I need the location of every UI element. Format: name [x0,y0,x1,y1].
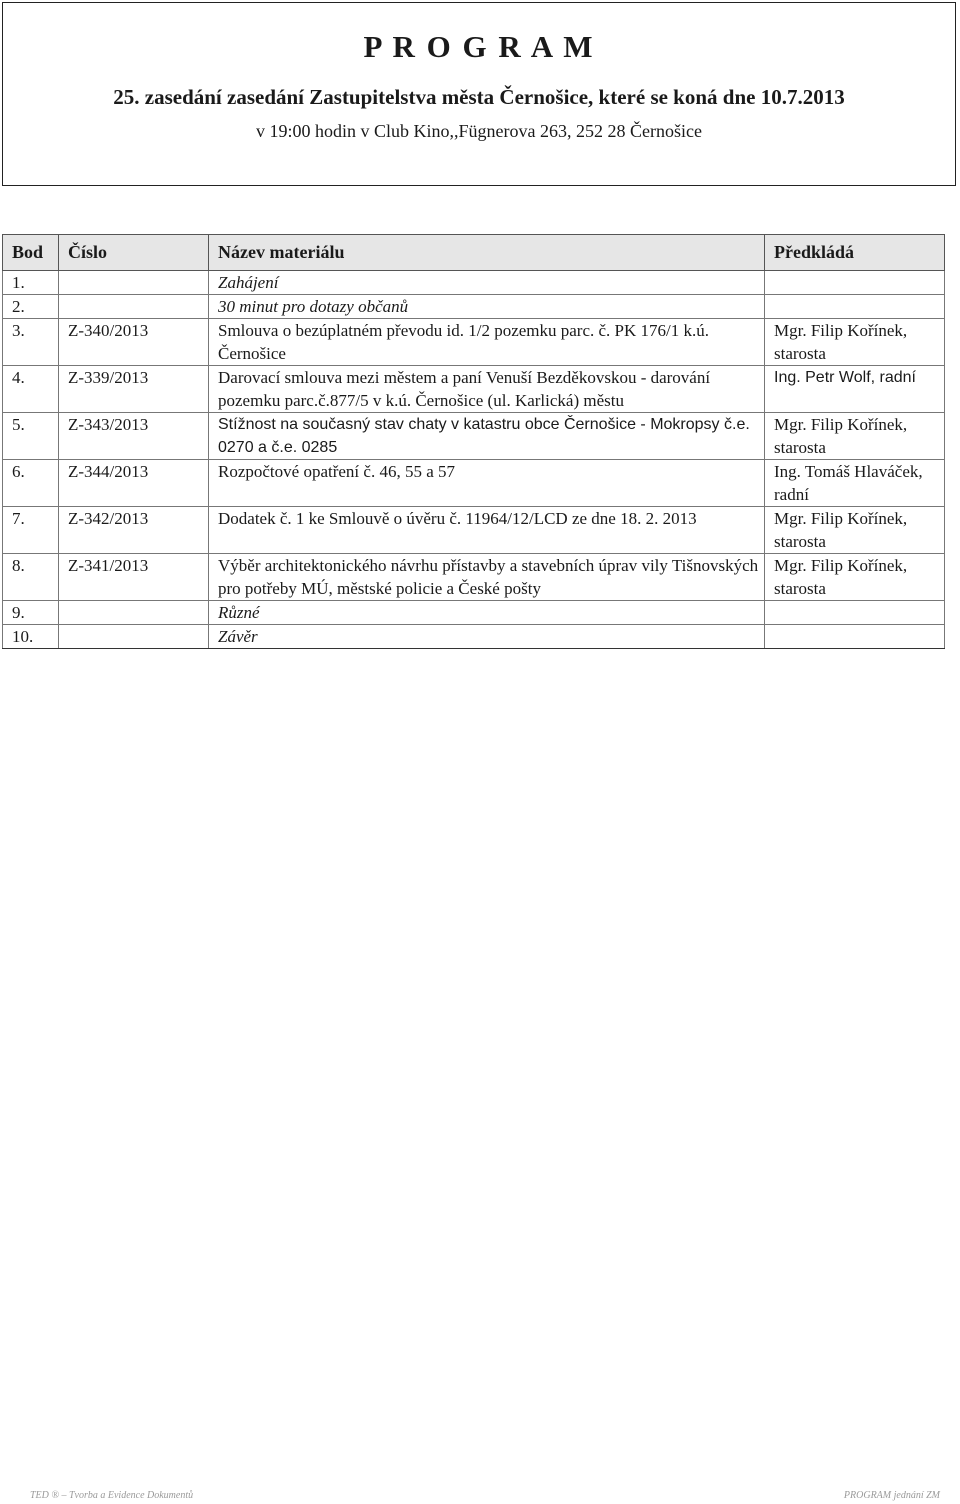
agenda-table [2,234,945,649]
cell-nazev: Výběr architektonického návrhu přístavby a stavebních úprav vily Tišnovských pro potřeby MÚ, městské policie a České pošty [209,554,765,601]
cell-bod: 2. [3,295,59,319]
cell-nazev: Darovací smlouva mezi městem a paní Venuší Bezděkovskou - darování pozemku parc.č.877/5 v k.ú. Černošice (ul. Karlická) městu [209,366,765,413]
table-row [3,319,945,366]
cell-bod: 5. [3,413,59,460]
cell-bod: 4. [3,366,59,413]
meeting-title: 25. zasedání zasedání Zastupitelstva města Černošice, které se koná dne 10.7.2013 [113,85,845,109]
cell-nazev: Různé [209,601,765,625]
cell-predklada: Mgr. Filip Kořínek, starosta [765,507,945,554]
cell-bod: 6. [3,460,59,507]
cell-nazev: Smlouva o bezúplatném převodu id. 1/2 pozemku parc. č. PK 176/1 k.ú. Černošice [209,319,765,366]
cell-nazev: Závěr [209,625,765,649]
cell-bod: 9. [3,601,59,625]
cell-cislo: Z-339/2013 [59,366,209,413]
cell-cislo: Z-344/2013 [59,460,209,507]
footer-right: PROGRAM jednání ZM [843,1490,940,1501]
cell-bod: 8. [3,554,59,601]
cell-predklada: Mgr. Filip Kořínek, starosta [765,319,945,366]
cell-cislo [59,601,209,625]
cell-nazev: Dodatek č. 1 ke Smlouvě o úvěru č. 11964/12/LCD ze dne 18. 2. 2013 [209,507,765,554]
table-row [3,507,945,554]
cell-bod: 7. [3,507,59,554]
cell-bod: 10. [3,625,59,649]
meeting-place: v 19:00 hodin v Club Kino,,Fügnerova 263, 252 28 Černošice [256,121,702,141]
program-title: P R O G R A M [363,29,595,64]
table-row [3,554,945,601]
program-header [2,2,956,186]
table-row [3,295,945,319]
cell-cislo: Z-343/2013 [59,413,209,460]
cell-nazev: Stížnost na současný stav chaty v katastru obce Černošice - Mokropsy č.e. 0270 a č.e. 0285 [209,413,765,460]
column-header-predklada: Předkládá [765,235,945,271]
cell-cislo: Z-341/2013 [59,554,209,601]
cell-cislo: Z-342/2013 [59,507,209,554]
cell-predklada [765,271,945,295]
table-row [3,271,945,295]
cell-cislo [59,625,209,649]
table-row [3,366,945,413]
cell-cislo: Z-340/2013 [59,319,209,366]
cell-cislo [59,295,209,319]
cell-predklada: Ing. Tomáš Hlaváček, radní [765,460,945,507]
cell-predklada: Mgr. Filip Kořínek, starosta [765,413,945,460]
cell-predklada [765,601,945,625]
cell-nazev: Rozpočtové opatření č. 46, 55 a 57 [209,460,765,507]
cell-cislo [59,271,209,295]
cell-predklada: Mgr. Filip Kořínek, starosta [765,554,945,601]
column-header-nazev: Název materiálu [209,235,765,271]
footer-left: TED ® – Tvorba a Evidence Dokumentů [30,1490,194,1501]
cell-predklada [765,625,945,649]
cell-predklada: Ing. Petr Wolf, radní [765,366,945,413]
cell-nazev: 30 minut pro dotazy občanů [209,295,765,319]
table-row [3,460,945,507]
cell-nazev: Zahájení [209,271,765,295]
table-row [3,413,945,460]
column-header-cislo: Číslo [59,235,209,271]
table-row [3,601,945,625]
cell-bod: 1. [3,271,59,295]
column-header-bod: Bod [3,235,59,271]
table-header-row [3,235,945,271]
table-row [3,625,945,649]
cell-bod: 3. [3,319,59,366]
cell-predklada [765,295,945,319]
